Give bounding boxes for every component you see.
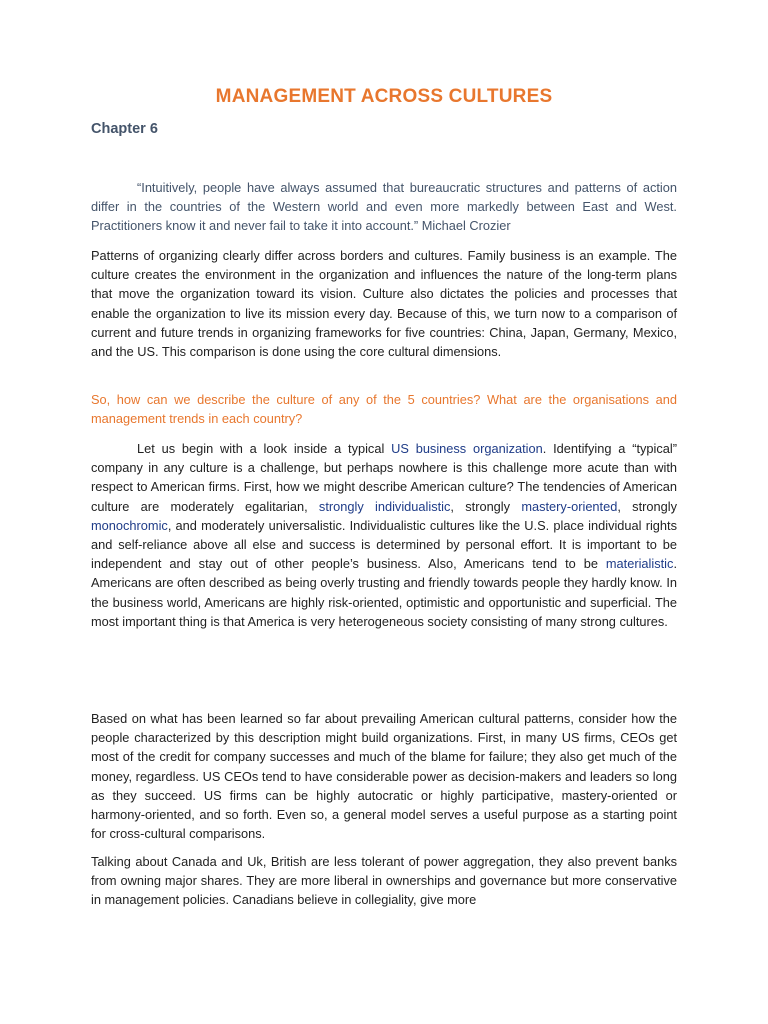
paragraph-us-business — [91, 439, 677, 631]
link-strongly-individualistic[interactable]: strongly individualistic — [318, 498, 451, 514]
link-us-business-organization[interactable]: US business organization — [391, 441, 543, 456]
text-run: . Americans are often described as being overly trusting and friendly towards people they hardly know. In the business world, Americans are highly risk-oriented, optimistic and opportunistic and superficial. The most important thing is that America is very heterogeneous society consisting of many strong cultures. — [91, 556, 677, 629]
highlighted-question: So, how can we describe the culture of any of the 5 countries? What are the organisations and management trends in each country? — [91, 392, 677, 427]
paragraph-organizing-patterns: Patterns of organizing clearly differ across borders and cultures. Family business is an example. The culture creates the environment in the organization and influences the nature of the long-term plans that move the organization toward its vision. Culture also dictates the policies and processes that enable the organization to live its mission every day. Because of this, we turn now to a comparison of current and future trends in organizing frameworks for five countries: China, Japan, Germany, Mexico, and the US. This comparison is done using the core cultural dimensions. — [91, 248, 677, 360]
chapter-heading: Chapter 6 — [91, 121, 158, 137]
epigraph-quote: “Intuitively, people have always assumed that bureaucratic structures and patterns of action differ in the countries of the Western world and even more markedly between East and West. Practitioners know it and never fail to take it into account.” Michael Crozier — [91, 180, 677, 234]
document-title: MANAGEMENT ACROSS CULTURES — [215, 86, 553, 107]
paragraph-us-organizations: Based on what has been learned so far about prevailing American cultural patterns, consider how the people characterized by this description might build organizations. First, in many US firms, CEOs get most of the credit for company successes and much of the blame for failure; they also get much of the money, regardless. US CEOs tend to have considerable power as decision-makers and leaders so long as they succeed. US firms can be highly autocratic or highly participative, mastery-oriented or harmony-oriented, and so forth. Even so, a general model serves a useful purpose as a starting point for cross-cultural comparisons. — [91, 711, 677, 842]
text-run: Let us begin with a look inside a typical — [137, 441, 392, 456]
link-monochromic[interactable]: monochromic — [91, 517, 168, 533]
text-run: , and moderately universalistic. Individualistic cultures like the U.S. place individual rights and self-reliance above all else and success is determined by personal effort. It is important to be independent and stay out of other people’s business. Also, Americans tend to be — [91, 517, 677, 572]
text-run: , strongly — [617, 498, 677, 514]
link-mastery-oriented[interactable]: mastery-oriented — [521, 498, 618, 514]
text-run: , strongly — [450, 498, 522, 514]
paragraph-canada-uk: Talking about Canada and Uk, British are less tolerant of power aggregation, they also prevent banks from owning major shares. They are more liberal in ownerships and governance but more conservative in management policies. Canadians believe in collegiality, give more — [91, 854, 677, 908]
text-run: . Identifying a “typical” company in any culture is a challenge, but perhaps nowhere is this challenge more acute than with respect to American firms. First, how we might describe American culture? The tendencies of American culture are moderately egalitarian, — [91, 441, 677, 514]
link-materialistic[interactable]: materialistic — [605, 556, 674, 572]
